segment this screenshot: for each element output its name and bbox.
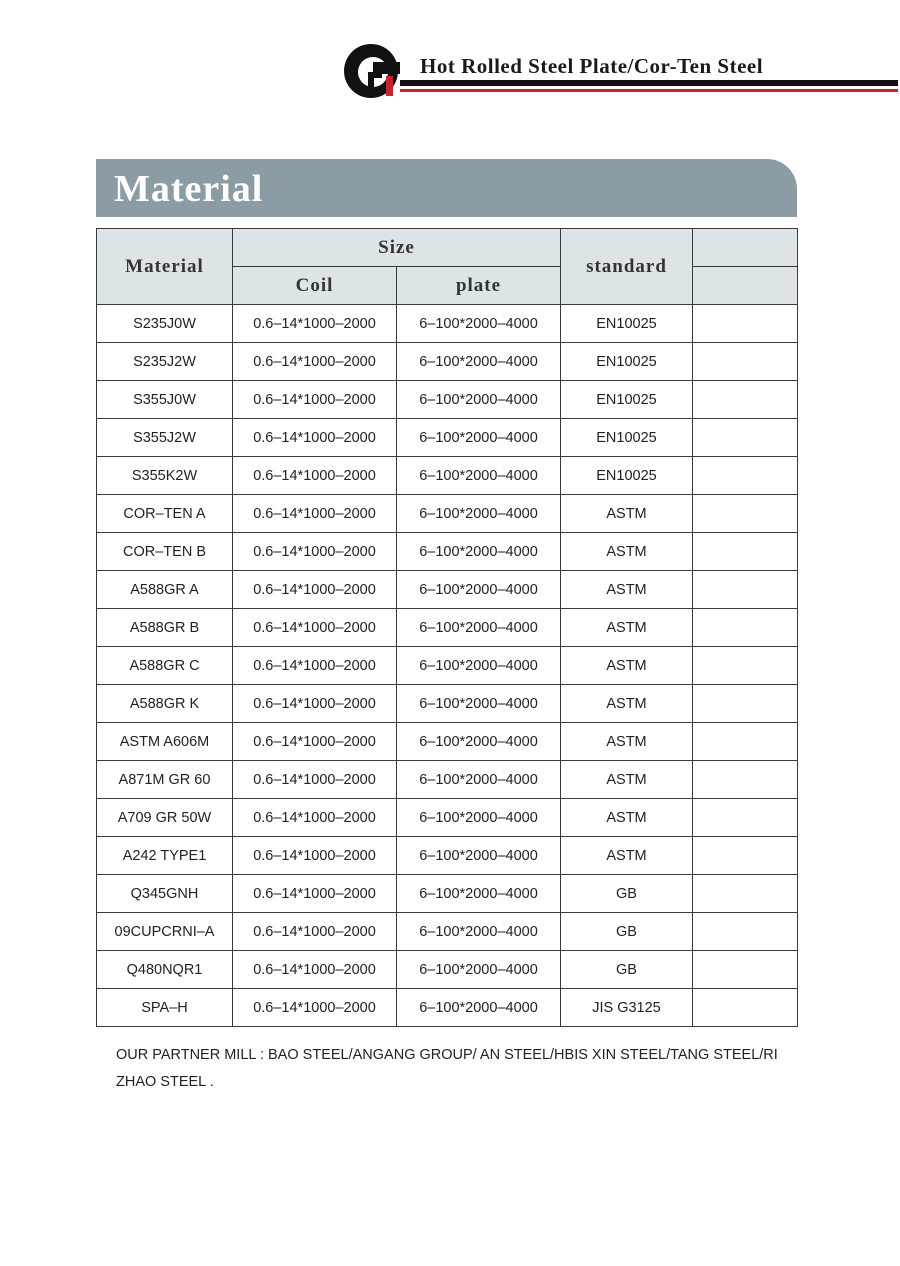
cell-empty bbox=[693, 571, 798, 609]
material-table bbox=[96, 228, 798, 1027]
cell-empty bbox=[693, 381, 798, 419]
cell-standard: ASTM bbox=[561, 533, 693, 571]
cell-coil: 0.6–14*1000–2000 bbox=[233, 913, 397, 951]
cell-empty bbox=[693, 495, 798, 533]
cell-coil: 0.6–14*1000–2000 bbox=[233, 305, 397, 343]
cell-material: S235J0W bbox=[97, 305, 233, 343]
cell-material: COR–TEN A bbox=[97, 495, 233, 533]
cell-material: A588GR A bbox=[97, 571, 233, 609]
cell-material: A871M GR 60 bbox=[97, 761, 233, 799]
cell-coil: 0.6–14*1000–2000 bbox=[233, 571, 397, 609]
cell-standard: ASTM bbox=[561, 837, 693, 875]
table-row bbox=[97, 989, 798, 1027]
cell-material: 09CUPCRNI–A bbox=[97, 913, 233, 951]
cell-coil: 0.6–14*1000–2000 bbox=[233, 609, 397, 647]
table-row bbox=[97, 381, 798, 419]
cell-coil: 0.6–14*1000–2000 bbox=[233, 875, 397, 913]
cell-plate: 6–100*2000–4000 bbox=[397, 685, 561, 723]
page-header bbox=[0, 0, 900, 110]
table-row bbox=[97, 723, 798, 761]
table-row bbox=[97, 951, 798, 989]
cell-empty bbox=[693, 989, 798, 1027]
cell-coil: 0.6–14*1000–2000 bbox=[233, 647, 397, 685]
cell-standard: ASTM bbox=[561, 495, 693, 533]
cell-standard: ASTM bbox=[561, 647, 693, 685]
company-logo-icon bbox=[342, 42, 400, 100]
header-empty-bottom bbox=[693, 267, 798, 305]
cell-plate: 6–100*2000–4000 bbox=[397, 989, 561, 1027]
cell-empty bbox=[693, 419, 798, 457]
cell-coil: 0.6–14*1000–2000 bbox=[233, 989, 397, 1027]
table-row bbox=[97, 419, 798, 457]
cell-plate: 6–100*2000–4000 bbox=[397, 723, 561, 761]
cell-material: COR–TEN B bbox=[97, 533, 233, 571]
cell-plate: 6–100*2000–4000 bbox=[397, 875, 561, 913]
header-rule-black bbox=[400, 80, 898, 86]
cell-material: A588GR K bbox=[97, 685, 233, 723]
cell-standard: ASTM bbox=[561, 761, 693, 799]
cell-empty bbox=[693, 457, 798, 495]
table-row bbox=[97, 913, 798, 951]
table-row bbox=[97, 571, 798, 609]
table-body bbox=[97, 305, 798, 1027]
header-empty-top bbox=[693, 229, 798, 267]
table-row bbox=[97, 647, 798, 685]
cell-coil: 0.6–14*1000–2000 bbox=[233, 723, 397, 761]
table-row bbox=[97, 457, 798, 495]
cell-coil: 0.6–14*1000–2000 bbox=[233, 495, 397, 533]
header-standard: standard bbox=[561, 229, 693, 305]
table-row bbox=[97, 343, 798, 381]
cell-empty bbox=[693, 951, 798, 989]
cell-coil: 0.6–14*1000–2000 bbox=[233, 343, 397, 381]
cell-standard: EN10025 bbox=[561, 457, 693, 495]
cell-material: A709 GR 50W bbox=[97, 799, 233, 837]
cell-empty bbox=[693, 305, 798, 343]
header-title: Hot Rolled Steel Plate/Cor-Ten Steel bbox=[420, 54, 764, 78]
cell-coil: 0.6–14*1000–2000 bbox=[233, 837, 397, 875]
table-row bbox=[97, 609, 798, 647]
cell-standard: ASTM bbox=[561, 609, 693, 647]
cell-material: SPA–H bbox=[97, 989, 233, 1027]
cell-plate: 6–100*2000–4000 bbox=[397, 647, 561, 685]
cell-empty bbox=[693, 609, 798, 647]
cell-material: S355J0W bbox=[97, 381, 233, 419]
cell-empty bbox=[693, 685, 798, 723]
cell-coil: 0.6–14*1000–2000 bbox=[233, 419, 397, 457]
cell-coil: 0.6–14*1000–2000 bbox=[233, 533, 397, 571]
cell-material: ASTM A606M bbox=[97, 723, 233, 761]
header-rule-red bbox=[400, 89, 898, 92]
cell-plate: 6–100*2000–4000 bbox=[397, 609, 561, 647]
cell-material: A588GR B bbox=[97, 609, 233, 647]
cell-coil: 0.6–14*1000–2000 bbox=[233, 951, 397, 989]
table-row bbox=[97, 761, 798, 799]
table-row bbox=[97, 875, 798, 913]
cell-empty bbox=[693, 799, 798, 837]
cell-standard: GB bbox=[561, 951, 693, 989]
cell-coil: 0.6–14*1000–2000 bbox=[233, 799, 397, 837]
cell-plate: 6–100*2000–4000 bbox=[397, 495, 561, 533]
cell-material: Q480NQR1 bbox=[97, 951, 233, 989]
section-title: Material bbox=[114, 168, 264, 210]
cell-material: A242 TYPE1 bbox=[97, 837, 233, 875]
cell-standard: EN10025 bbox=[561, 419, 693, 457]
cell-empty bbox=[693, 837, 798, 875]
table-row bbox=[97, 685, 798, 723]
cell-standard: EN10025 bbox=[561, 305, 693, 343]
table-row bbox=[97, 533, 798, 571]
cell-material: S235J2W bbox=[97, 343, 233, 381]
section-banner bbox=[96, 159, 797, 217]
cell-coil: 0.6–14*1000–2000 bbox=[233, 381, 397, 419]
cell-standard: JIS G3125 bbox=[561, 989, 693, 1027]
cell-empty bbox=[693, 647, 798, 685]
table-row bbox=[97, 799, 798, 837]
cell-empty bbox=[693, 533, 798, 571]
cell-standard: EN10025 bbox=[561, 343, 693, 381]
cell-plate: 6–100*2000–4000 bbox=[397, 951, 561, 989]
cell-standard: GB bbox=[561, 875, 693, 913]
cell-standard: GB bbox=[561, 913, 693, 951]
cell-plate: 6–100*2000–4000 bbox=[397, 343, 561, 381]
header-size: Size bbox=[233, 229, 561, 267]
cell-plate: 6–100*2000–4000 bbox=[397, 419, 561, 457]
cell-plate: 6–100*2000–4000 bbox=[397, 799, 561, 837]
cell-standard: ASTM bbox=[561, 723, 693, 761]
partner-mills-note: OUR PARTNER MILL : BAO STEEL/ANGANG GROUP/ AN STEEL/HBIS XIN STEEL/TANG STEEL/RI ZHAO STEEL . bbox=[116, 1047, 778, 1090]
cell-coil: 0.6–14*1000–2000 bbox=[233, 457, 397, 495]
cell-standard: EN10025 bbox=[561, 381, 693, 419]
header-material: Material bbox=[97, 229, 233, 305]
cell-standard: ASTM bbox=[561, 799, 693, 837]
cell-material: S355K2W bbox=[97, 457, 233, 495]
cell-plate: 6–100*2000–4000 bbox=[397, 837, 561, 875]
cell-standard: ASTM bbox=[561, 571, 693, 609]
cell-plate: 6–100*2000–4000 bbox=[397, 305, 561, 343]
cell-plate: 6–100*2000–4000 bbox=[397, 533, 561, 571]
cell-material: S355J2W bbox=[97, 419, 233, 457]
cell-standard: ASTM bbox=[561, 685, 693, 723]
cell-plate: 6–100*2000–4000 bbox=[397, 381, 561, 419]
header-coil: Coil bbox=[233, 267, 397, 305]
cell-plate: 6–100*2000–4000 bbox=[397, 761, 561, 799]
cell-plate: 6–100*2000–4000 bbox=[397, 913, 561, 951]
cell-material: Q345GNH bbox=[97, 875, 233, 913]
header-plate: plate bbox=[397, 267, 561, 305]
cell-empty bbox=[693, 723, 798, 761]
table-row bbox=[97, 837, 798, 875]
table-row bbox=[97, 305, 798, 343]
cell-empty bbox=[693, 761, 798, 799]
cell-empty bbox=[693, 913, 798, 951]
cell-coil: 0.6–14*1000–2000 bbox=[233, 761, 397, 799]
cell-plate: 6–100*2000–4000 bbox=[397, 457, 561, 495]
table-row bbox=[97, 495, 798, 533]
cell-empty bbox=[693, 343, 798, 381]
cell-empty bbox=[693, 875, 798, 913]
cell-plate: 6–100*2000–4000 bbox=[397, 571, 561, 609]
cell-coil: 0.6–14*1000–2000 bbox=[233, 685, 397, 723]
cell-material: A588GR C bbox=[97, 647, 233, 685]
